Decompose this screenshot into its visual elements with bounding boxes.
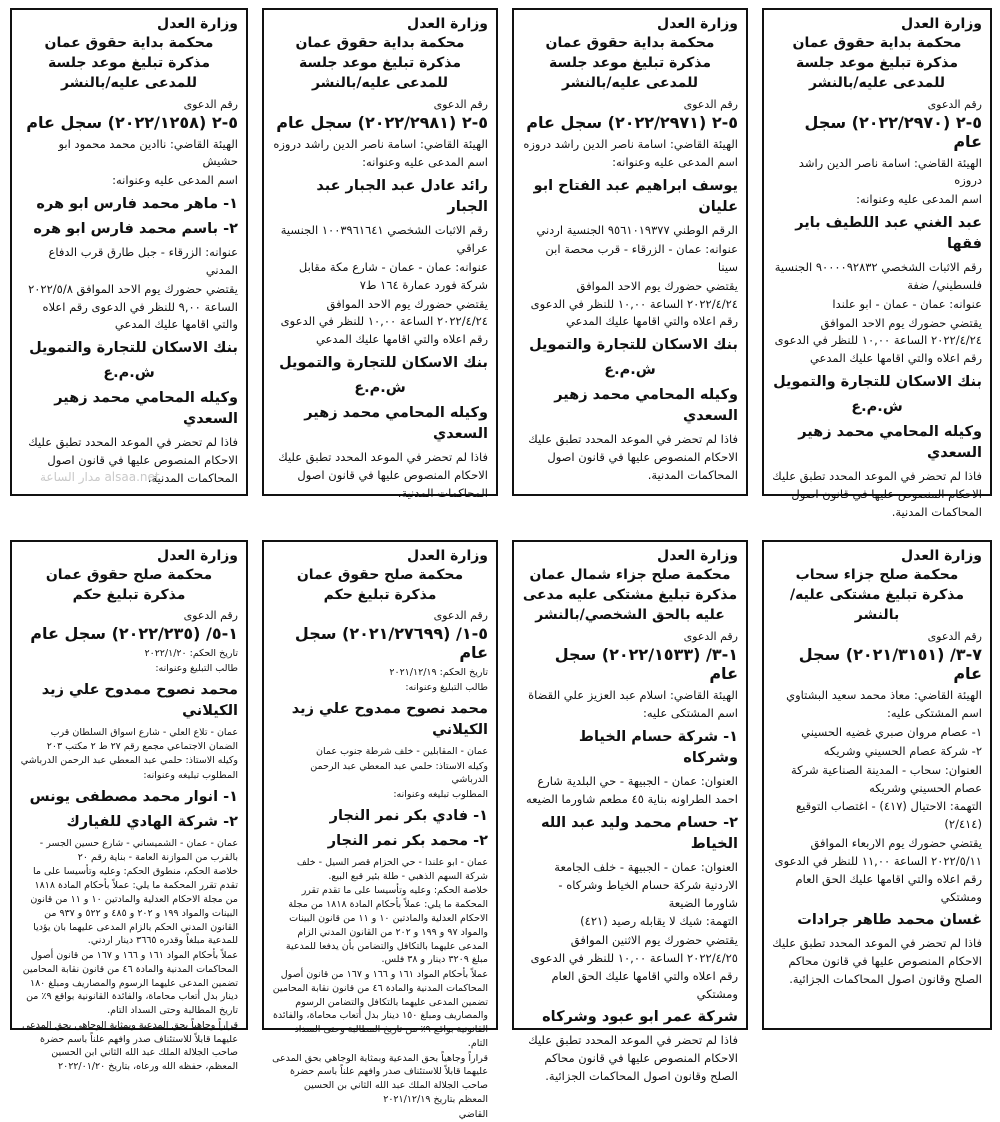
ministry-heading: وزارة العدل [901,16,982,32]
ministry-heading: وزارة العدل [157,548,238,564]
party-name: وكيله المحامي محمد زهير السعدي [54,390,238,428]
notice-line: الهيئة القاضي: اسامة ناصر الدين راشد دروزه [273,136,488,151]
notice-body [272,666,488,1121]
court-name: محكمة بداية حقوق عمان [545,35,715,51]
notice-line: المطلوب تبليغه وعنوانه: [143,770,238,782]
notice-line: تاريخ الحكم: ٢٠٢١/١٢/١٩ [389,667,488,679]
case-number-label: رقم الدعوى [927,629,982,643]
watermark: مدار الساعة alsaa.net [40,470,160,484]
court-name: محكمة صلح حقوق عمان [45,567,213,583]
notice-body [20,136,238,488]
notice-line: قراراً وجاهياً بحق المدعية وبمثابة الوجاهي بحق المدعى عليهما قابلاً للاستئناف صدر وافهم علناً باسم حضرة صاحب الجلالة الملك عبد الله الثاني ابن الحسين المعظم، حفظه الله ورعاه، بتاريخ ٢٠٢٢/٠١/٢٠ [22,1019,238,1073]
party-name: بنك الاسكان للتجارة والتمويل [773,373,982,390]
notice-line: اسم المشتكى عليه: [887,706,982,721]
notice-line: عمان - عمان - الشميساني - شارع حسين الجسر - بالقرب من الموازنة العامة - بناية رقم ٢٠ [39,837,238,863]
case-number: ٥-٢ (٢٠٢٢/١٢٥٨) سجل عام [26,112,238,132]
memo-title: مذكرة تبليغ مشتكى عليه مدعى عليه بالحق الشخصي/بالنشر [522,587,738,624]
party-name: بنك الاسكان للتجارة والتمويل [279,354,488,371]
notice-6 [512,540,748,1084]
party-name: بنك الاسكان للتجارة والتمويل [29,340,238,357]
court-name: محكمة بداية حقوق عمان [44,35,214,51]
party-name: بنك الاسكان للتجارة والتمويل [529,337,738,354]
party-name: ش.م.ع [354,379,406,396]
notice-line: فاذا لم تحضر في الموعد المحدد تطبق عليك الاحكام المنصوص عليها في قانون اصول المحاكمات المدنية. [528,432,738,482]
notice-line: الهيئة القاضي: اسامة ناصر الدين راشد دروزه [798,155,982,188]
notice-line: اسم المدعى عليه وعنوانه: [362,155,488,170]
party-name: ش.م.ع [851,398,903,415]
notice-line: عمان - تلاع العلي - شارع اسواق السلطان قرب الضمان الاجتماعي مجمع رقم ٢٧ ط ٢ مكتب ٢٠٣ [46,726,238,752]
case-number: ٥-١/ (٢٠٢١/٢٧٦٩٩) سجل عام [294,624,488,663]
notice-line: يقتضي حضورك يوم الاثنين الموافق ٢٠٢٢/٤/٢٥ الساعة ١٠,٠٠ للنظر في الدعوى رقم اعلاه والتي اقامها عليك الحق العام ومشتكي [530,933,738,1001]
notice-line: الرقم الوطني ٩٥٦١٠١٩٣٧٧ الجنسية اردني [536,223,738,238]
notice-line: عنوانه: عمان - عمان - شارع مكة مقابل شركة فورد عمارة ١٦٤ ط٧ [298,259,488,292]
ministry-heading: وزارة العدل [657,548,738,564]
party-name: ش.م.ع [103,365,155,382]
party-name: ٢- حسام محمد وليد عبد الله الخياط [541,814,738,852]
notice-8 [10,540,248,1073]
party-name: غسان محمد طاهر جرادات [797,912,982,929]
notice-line: الهيئة القاضي: ناادين محمد محمود ابو حشيش [58,136,238,169]
notice-body [272,136,488,503]
ministry-heading: وزارة العدل [407,548,488,564]
memo-title: مذكرة تبليغ حكم [323,587,437,603]
notice-3 [262,8,498,500]
party-name: ش.م.ع [604,362,656,379]
notice-line: التهمة: الاحتيال (٤١٧) - اغتصاب التوقيع (٢/٤١٤) [796,799,982,832]
notice-1 [762,8,992,519]
case-number-label: رقم الدعوى [927,97,982,111]
notice-line: عنوانه: الزرقاء - جبل طارق قرب الدفاع المدني [48,245,238,277]
case-number-label: رقم الدعوى [183,609,238,623]
notice-line: فاذا لم تحضر في الموعد المحدد تطبق عليك الاحكام المنصوص عليها في قانون اصول المحاكمات المدنية. [278,450,488,500]
case-number: ٥-٢ (٢٠٢٢/٢٩٨١) سجل عام [276,112,488,132]
case-number-label: رقم الدعوى [433,609,488,623]
notice-line: فاذا لم تحضر في الموعد المحدد تطبق عليك الاحكام المنصوص عليها في قانون محاكم الصلح وقانون اصول المحاكمات الجزائية. [772,936,982,986]
notice-5 [762,540,992,1030]
notice-line: المطلوب تبليغه وعنوانه: [393,789,488,801]
notice-line: الهيئة القاضي: معاذ محمد سعيد البشتاوي [786,687,982,702]
notice-line: عمان - المقابلين - خلف شرطة جنوب عمان [316,745,488,757]
notice-body [772,687,982,989]
case-number-label: رقم الدعوى [683,629,738,643]
party-name: محمد نصوح ممدوح علي زيد الكيلاني [291,700,488,738]
notice-2 [512,8,748,496]
notice-line: الهيئة القاضي: اسامة ناصر الدين راشد دروزه [523,136,738,151]
party-name: رائد عادل عبد الجبار عبد الجبار [316,178,488,216]
party-name: ١- ماهر محمد فارس ابو هره [36,196,238,213]
notice-line: عنوانه: عمان - الزرقاء - قرب محصة ابن سينا [545,242,738,274]
notice-line: الهيئة القاضي: اسلام عبد العزيز علي القضاة [528,687,738,702]
notice-line: اسم المدعى عليه وعنوانه: [612,155,738,170]
ministry-heading: وزارة العدل [157,16,238,32]
notice-line: يقتضي حضورك يوم الاربعاء الموافق ٢٠٢٢/٥/١١ الساعة ١١,٠٠ للنظر في الدعوى رقم اعلاه والتي اقامها عليك الحق العام ومشتكي [774,836,982,904]
memo-title: مذكرة تبليغ موعد جلسة للمدعى عليه/بالنشر [795,55,959,92]
party-name: وكيله المحامي محمد زهير السعدي [304,404,488,442]
notice-line: اسم المشتكى عليه: [643,706,738,721]
party-name: يوسف ابراهيم عبد الفتاح ابو عليان [533,178,738,216]
notice-line: فاذا لم تحضر في الموعد المحدد تطبق عليك الاحكام المنصوص عليها في قانون محاكم الصلح وقانون اصول المحاكمات الجزائية. [528,1033,738,1084]
notice-body [522,687,738,1086]
notice-line: يقتضي حضورك يوم الاحد الموافق ٢٠٢٢/٤/٢٤ الساعة ١٠,٠٠ للنظر في الدعوى رقم اعلاه والتي اقامها عليك المدعي [530,278,738,329]
notice-line: عنوانه: عمان - عمان - ابو علندا [832,296,982,311]
case-number: ٥-٢ (٢٠٢٢/٢٩٧١) سجل عام [526,112,738,132]
memo-title: مذكرة تبليغ موعد جلسة للمدعى عليه/بالنشر [548,55,712,92]
notice-body [522,136,738,485]
notice-line: ١- عصام مروان صبري غضيه الحسيني [801,725,982,740]
notice-line: وكيله الاستاذ: حلمي عبد المعطي عبد الرحمن الدرباشي [310,760,488,786]
notice-line: طالب التبليغ وعنوانه: [155,663,238,675]
case-number-label: رقم الدعوى [183,97,238,111]
notice-line: العنوان: سحاب - المدينة الصناعية شركة عصام الحسيني وشريكه [791,762,982,795]
party-name: ٢- محمد بكر نمر النجار [327,832,488,849]
notice-line: رقم الاثبات الشخصي ٩٠٠٠٠٩٢٨٣٢ الجنسية فلسطيني/ ضفة [774,260,982,292]
case-number: ٧-٣/ (٢٠٢١/٣١٥١) سجل عام [798,644,982,683]
court-name: محكمة صلح حقوق عمان [296,567,464,583]
party-name: ١- انوار محمد مصطفى يونس [29,788,238,805]
notice-7 [262,540,498,1120]
notice-line: يقتضي حضورك يوم الاحد الموافق ٢٠٢٢/٤/٢٤ الساعة ١٠,٠٠ للنظر في الدعوى رقم اعلاه والتي اقامها عليك المدعي [280,296,488,347]
party-name: محمد نصوح ممدوح علي زيد الكيلاني [41,681,238,719]
notice-line: عمان - ابو علندا - حي الحزام قصر السيل - خلف شركة السهم الذهبي - طلة بئير قبع البيع. [296,856,488,882]
notice-line: عملاً بأحكام المواد ١٦١ و ١٦٦ و ١٦٧ من قانون أصول المحاكمات المدنية والمادة ٤٦ من قانون نقابة المحامين تضمين المدعى عليهما الرسوم والمصاريف ومبلغ ١٨٠ دينار بدل أتعاب محاماة، والفائدة القانونية بواقع ٩٪ من تاريخ المطالبة وحتى السداد التام. [22,950,238,1017]
court-name: محكمة صلح جزاء سحاب [795,567,959,583]
ministry-heading: وزارة العدل [407,16,488,32]
court-name: محكمة صلح جزاء شمال عمان [529,567,731,583]
case-number-label: رقم الدعوى [433,97,488,111]
memo-title: مذكرة تبليغ موعد جلسة للمدعى عليه/بالنشر [47,55,211,92]
party-name: عبد الغني عبد اللطيف باير فقها [795,215,982,253]
memo-title: مذكرة تبليغ حكم [72,587,186,603]
notice-line: طالب التبليغ وعنوانه: [405,682,488,694]
party-name: ٢- شركة الهادي للفيارك [66,813,238,830]
notice-line: فاذا لم تحضر في الموعد المحدد تطبق عليك الاحكام المنصوص عليها في قانون اصول المحاكمات المدنية. [772,469,982,519]
notice-line: خلاصة الحكم: وعليه وتأسيسا على ما تقدم تقرر المحكمة ما يلي: عملاً بأحكام المادة ١٨١٨ من مجلة الاحكام العدلية والمادتين ١٠ و ١١ من قانون البينات والمواد ٩٧ و ١٩٩ و ٢٠٢ من القانون المدني الزام المدعى عليهما بالتكافل والتضامن بأن يدفعا للمدعية مبلغ ٣٢٠٩ دينار و ٣٨ فلس. [285,885,488,966]
notice-body [20,647,238,1074]
party-name: ٢- باسم محمد فارس ابو هره [33,221,238,238]
notice-line: العنوان: عمان - الجبيهة - خلف الجامعة الاردنية شركة حسام الخياط وشركاه - شاورما الضيعة [554,859,738,910]
notice-body [772,155,982,522]
ministry-heading: وزارة العدل [901,548,982,564]
notice-line: اسم المدعى عليه وعنوانه: [856,192,982,207]
notice-line: ٢- شركة عصام الحسيني وشريكه [823,744,982,759]
party-name: شركة عمر ابو عبود وشركاه [542,1009,738,1026]
notice-line: يقتضي حضورك يوم الاحد الموافق ٢٠٢٢/٥/٨ الساعة ٩,٠٠ للنظر في الدعوى رقم اعلاه والتي اقامها عليك المدعي [28,281,238,332]
memo-title: مذكرة تبليغ مشتكى عليه/بالنشر [790,587,964,624]
notice-line: عملاً بأحكام المواد ١٦١ و ١٦٦ و ١٦٧ من قانون أصول المحاكمات المدنية والمادة ٤٦ من قانون نقابة المحامين تضمين المدعى عليهما بالتكافل والتضامن الرسوم والمصاريف ومبلغ ١٥٠ دينار بدل أتعاب محاماة، والفائدة القانونية بواقع ٩٪ من تاريخ المطالبة وحتى السداد التام. [272,969,488,1049]
memo-title: مذكرة تبليغ موعد جلسة للمدعى عليه/بالنشر [298,55,462,92]
court-name: محكمة بداية حقوق عمان [792,35,962,51]
party-name: وكيله المحامي محمد زهير السعدي [554,387,738,425]
notice-line: خلاصة الحكم، منطوق الحكم: وعليه وتأسيسا على ما تقدم تقرر المحكمة ما يلي: عملاً بأحكام المادة ١٨١٨ من مجلة الاحكام العدلية والمادتين ١٠ و ١١ من قانون البينات والمواد ١٩٩ و ٢٠٢ و ٤٨٥ و ٥٢٢ و ٩٣٧ من القانون المدني الحكم بالزام المدعى عليهما بان يؤديا للمدعية مبلغاً وقدره ٣٦٦٥ دينار اردني. [30,866,238,947]
notice-line: قراراً وجاهياً بحق المدعية وبمثابة الوجاهي بحق المدعى عليهما قابلاً للاستئناف صدر وافهم علناً باسم حضرة صاحب الجلالة الملك عبد الله الثاني بن الحسين المعظم بتاريخ ٢٠٢١/١٢/١٩ [272,1052,488,1105]
notice-line: العنوان: عمان - الجبيهة - حي البلدية شارع احمد الطراونه بناية ٤٥ مطعم شاورما الضيعه [526,774,738,807]
case-number: ١-٥/ (٢٠٢٢/٢٣٥) سجل عام [30,624,238,644]
notice-line: رقم الاثبات الشخصي ١٠٠٣٩٦١٦٤١ الجنسية عراقي [280,223,488,256]
notice-line: يقتضي حضورك يوم الاحد الموافق ٢٠٢٢/٤/٢٤ الساعة ١٠,٠٠ للنظر في الدعوى رقم اعلاه والتي اقامها عليك المدعي [774,315,982,366]
party-name: ١- فادي بكر نمر النجار [329,807,488,824]
notice-4 [10,8,248,496]
notice-line: فاذا لم تحضر في الموعد المحدد تطبق عليك الاحكام المنصوص عليها في قانون اصول المحاكمات المدنية. [28,435,238,485]
party-name: ١- شركة حسام الخياط وشركاه [578,729,738,767]
case-number: ١-٣/ (٢٠٢٢/١٥٣٣) سجل عام [554,644,738,683]
court-name: محكمة بداية حقوق عمان [295,35,465,51]
notice-line: التهمة: شيك لا يقابله رصيد (٤٢١) [580,914,738,929]
notice-line: اسم المدعى عليه وعنوانه: [112,173,238,188]
notice-line: القاضي [458,1108,488,1120]
notice-line: تاريخ الحكم: ٢٠٢٢/١/٢٠ [144,648,238,660]
party-name: وكيله المحامي محمد زهير السعدي [798,423,982,461]
notice-line: وكيله الاستاذ: حلمي عبد المعطي عبد الرحمن الدرباشي [20,755,238,767]
ministry-heading: وزارة العدل [657,16,738,32]
case-number: ٥-٢ (٢٠٢٢/٢٩٧٠) سجل عام [804,112,982,151]
case-number-label: رقم الدعوى [683,97,738,111]
